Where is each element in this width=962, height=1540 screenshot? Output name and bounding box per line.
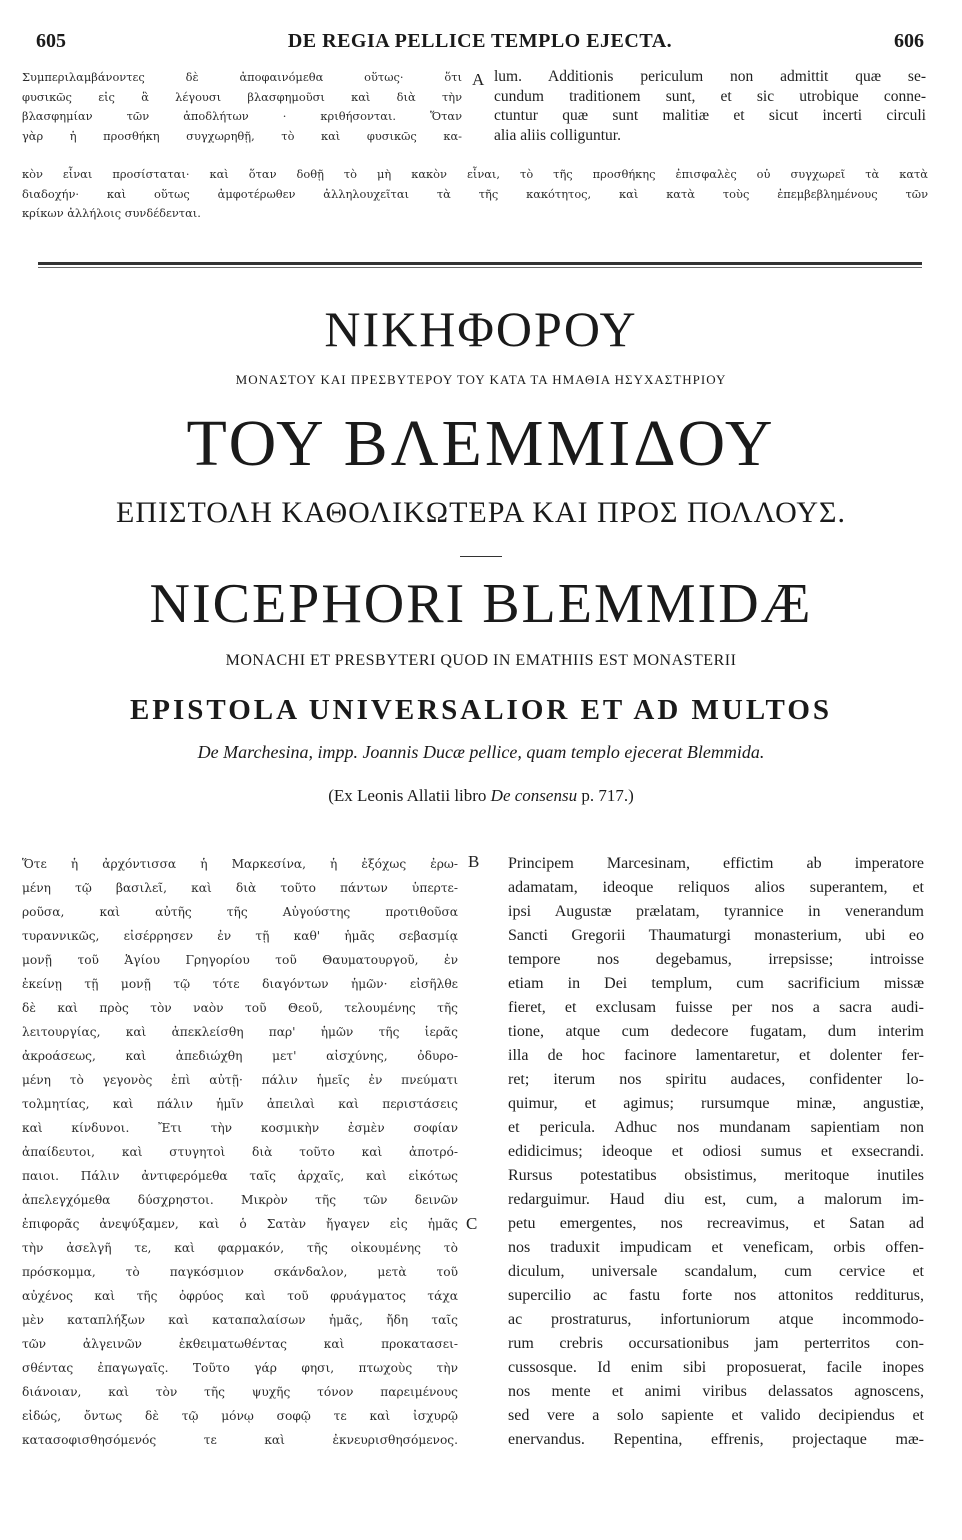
text-line: τῶν ἀλγεινῶν ἐκθειματωθέντας καὶ προκατασει- [22, 1337, 458, 1351]
text-line: enervandus. Repentina, effrenis, projectaque mæ- [508, 1431, 924, 1448]
text-line: κρίκων ἀλλήλοις συνδέδενται. [22, 206, 201, 220]
text-line: διάνοιαν, καὶ τὸν τῆς ψυχῆς τόνον παρειμένους [22, 1385, 458, 1399]
section-divider [38, 262, 922, 268]
text-line: ret; iterum nos spiritu audaces, confidenter lo- [508, 1071, 924, 1088]
text-line: sed vere a solo sapiente et valido decipiendus et [508, 1407, 924, 1424]
running-header [36, 30, 924, 60]
text-line: ἀπαίδευτοι, καὶ στυγητοὶ διὰ τοῦτο καὶ ἀποτρό- [22, 1145, 458, 1159]
source-prefix: (Ex Leonis Allatii libro [328, 786, 491, 805]
text-line: Ὅτε ἡ ἀρχόντισσα ἡ Μαρκεσίνα, ἡ ἐξόχως ἐρω- [22, 857, 458, 871]
text-line: cussosque. Id enim sibi proposuerat, facile inopes [508, 1359, 924, 1376]
text-line: ἀπελεγχόμεθα δύσχρηστοι. Μικρὸν τῆς τῶν δεινῶν [22, 1193, 458, 1207]
text-line: tione, atque cum dedecore fugatam, dum interim [508, 1023, 924, 1040]
title-nikephorou: ΝΙΚΗΦΟΡΟΥ [324, 301, 638, 357]
text-line: supercilio ac fastu forte nos attonitos redditurus, [508, 1287, 924, 1304]
title-rule [460, 556, 502, 557]
top-greek-column [22, 68, 462, 146]
source-note [0, 786, 962, 806]
text-line: quimur, et agimus; rursumque minæ, angustiæ, [508, 1095, 924, 1112]
text-line: ἐκείνῃ τῇ μονῇ τῷ τότε διαγόντων ἡμῶν· εἰσῆλθε [22, 977, 458, 991]
running-title: DE REGIA PELLICE TEMPLO EJECTA. [287, 30, 673, 52]
text-line: petu emergentes, nos recreavimus, et Satan ad [508, 1215, 924, 1232]
text-line: κὸν εἶναι προσίσταται· καὶ ὅταν δοθῇ τὸ μὴ κακὸν εἶναι, τὸ τῆς προσθήκης ἐπισφαλὲς οὐ συγχωρεῖ τὰ κατὰ [22, 167, 928, 181]
text-line: ροῦσα, καὶ αὐτῆς τῆς Αὐγούστης προτιθοῦσα [22, 905, 458, 919]
text-line: βλασφημίαν τῶν ἀποδλήτων · κριθήσονται. Ὅταν [22, 109, 462, 123]
text-line: τυραννικῶς, εἰσέρρησεν ἐν τῇ καθ' ἡμᾶς σεβασμίᾳ [22, 929, 458, 943]
body-greek-column [22, 852, 458, 1452]
text-line: γὰρ ἡ προσθήκη συγχωρηθῇ, τὸ καὶ φυσικῶς κα- [22, 128, 462, 143]
page-number-left: 605 [36, 30, 66, 52]
title-monachi: MONACHI ET PRESBYTERI QUOD IN EMATHIIS EST MONASTERII [225, 652, 737, 669]
text-line: ipsi Augustæ prælatam, tyrannice in venerandum [508, 903, 924, 920]
page-number-right: 606 [894, 30, 924, 52]
text-line: redarguimur. Haud diu est, cum, a malorum im- [508, 1191, 924, 1208]
subtitle: De Marchesina, impp. Joannis Ducæ pellice, quam templo ejecerat Blemmida. [197, 742, 765, 762]
title-epistola-latin: EPISTOLA UNIVERSALIOR ET AD MULTOS [129, 694, 833, 726]
title-monastou: ΜΟΝΑΣΤΟΥ ΚΑΙ ΠΡΕΣΒΥΤΕΡΟΥ ΤΟΥ ΚΑΤΑ ΤΑ ΗΜΑΘΙΑ ΗΣΥΧΑΣΤΗΡΙΟΥ [235, 372, 727, 387]
text-line: Συμπεριλαμβάνοντες δὲ ἀποφαινόμεθα οὕτως· ὅτι [22, 70, 462, 84]
text-line: rum crebris occursationibus jam perterritos con- [508, 1335, 924, 1352]
text-line: κατασοφισθησόμενός τε καὶ ἐκνευρισθησόμενος. [22, 1433, 458, 1447]
title-blemmidou-greek: ΤΟΥ ΒΛΕΜΜΙΔΟΥ [186, 407, 776, 480]
text-line: fieret, et exclusam fuisse per nos a sacra audi- [508, 999, 924, 1016]
text-line: μονῇ τοῦ Ἁγίου Γρηγορίου τοῦ Θαυματουργοῦ, ἐν [22, 953, 458, 967]
text-line: edidicimus; ideoque et odiosi sumus et exsecrandi. [508, 1143, 924, 1160]
column-marker-c: C [466, 1214, 478, 1233]
top-latin-column [494, 67, 926, 145]
text-line: μένη τῷ βασιλεῖ, καὶ διὰ τοῦτο πάντων ὑπερτε- [22, 881, 458, 895]
text-line: παιοι. Πάλιν ἀντιφερόμεθα ταῖς ἀρχαῖς, καὶ εἰκότως [22, 1169, 458, 1183]
text-line: diculum, universale scandalum, cum cervice et [508, 1263, 924, 1280]
text-line: ctuntur quæ sunt malitiæ et sicut incerti circuli [494, 107, 926, 124]
source-suffix: p. 717.) [577, 786, 634, 805]
text-line: tempore nos degebamus, irrepsisse; introisse [508, 951, 924, 968]
text-line: nos traduxit impudicam et veneficam, orbis offen- [508, 1239, 924, 1256]
text-line: alia aliis colliguntur. [494, 126, 621, 144]
title-nicephori-latin: NICEPHORI BLEMMIDÆ [149, 573, 813, 635]
text-line: σθέντας ἐπαγωγαῖς. Τοῦτο γάρ φησι, πτωχοὺς τὴν [22, 1361, 458, 1375]
text-line: lum. Additionis periculum non admittit quæ se- [494, 68, 926, 85]
text-line: μὲν καταπλήξων καὶ καταπαλαίσων ἡμᾶς, ἤδη ταῖς [22, 1313, 458, 1327]
text-line: μένη τὸ γεγονὸς ἐπὶ αὐτῇ· πάλιν ἡμεῖς ἐν πνεύματι [22, 1073, 458, 1087]
column-marker-a: A [472, 70, 485, 89]
text-line: ac prostraturus, infortuniorum atque incommodo- [508, 1311, 924, 1328]
top-full-width-greek [22, 165, 928, 224]
text-line: ἀκροάσεως, καὶ ἀπεδιώχθη μετ' αἰσχύνης, ὀδυρο- [22, 1049, 458, 1063]
text-line: Rursus potestatibus obsistimus, meritoque inutiles [508, 1167, 924, 1184]
text-line: διαδοχήν· καὶ οὕτως ἀμφοτέρωθεν ἀλληλουχεῖται τὰ τῆς κακότητος, καὶ κατὰ τοὺς ἐπεμβεβλημένους τῶν [22, 186, 928, 201]
text-line: τολμητίας, καὶ πάλιν ἡμῖν ἀπειλαὶ καὶ περιστάσεις [22, 1097, 458, 1111]
text-line: adamatam, ideoque reliquos alios superantem, et [508, 879, 924, 896]
text-line: πρόσκομμα, τὸ παγκόσμιον σκάνδαλον, μετὰ τοῦ [22, 1265, 458, 1279]
text-line: δὲ καὶ πρὸς τὸν ναὸν τοῦ Θεοῦ, τελουμένης τῆς [22, 1001, 458, 1015]
body-latin-column [508, 852, 924, 1452]
text-line: φυσικῶς εἰς ἃ λέγουσι βλασφημοῦσι καὶ διὰ τὴν [22, 89, 462, 104]
text-line: cundum traditionem sunt, et sic utrobique conne- [494, 87, 926, 105]
text-line: illa de hoc facinore lamentaretur, et dolenter fer- [508, 1047, 924, 1064]
text-line: εἰδώς, ὄντως δὲ τῷ μόνῳ σοφῷ τε καὶ ἰσχυρῷ [22, 1409, 458, 1423]
text-line: Principem Marcesinam, effictim ab imperatore [508, 855, 924, 872]
text-line: nos mente et animi viribus delassatos agnoscens, [508, 1383, 924, 1400]
source-work: De consensu [490, 786, 578, 805]
title-epistole-greek: ΕΠΙΣΤΟΛΗ ΚΑΘΟΛΙΚΩΤΕΡΑ ΚΑΙ ΠΡΟΣ ΠΟΛΛΟΥΣ. [116, 496, 846, 529]
text-line: etiam in Dei templum, cum sacrificium missæ [508, 975, 924, 992]
text-line: λειτουργίας, καὶ ἀπεκλείσθη παρ' ἡμῶν τῆς ἱερᾶς [22, 1025, 458, 1039]
text-line: et pericula. Adhuc nos mundanam sapientiam non [508, 1119, 924, 1136]
text-line: ἐπιφορᾶς ἀνεψύξαμεν, καὶ ὁ Σατὰν ἤγαγεν εἰς ἡμᾶς [22, 1217, 458, 1231]
text-line: αὐχένος καὶ τῆς ὀφρύος καὶ τοῦ φρυάγματος τάχα [22, 1289, 458, 1303]
text-line: Sancti Gregorii Thaumaturgi monasterium, ubi eo [508, 927, 924, 944]
text-line: καὶ κίνδυνοι. Ἔτι τὴν κοσμικὴν ἐσμὲν σοφίαν [22, 1121, 458, 1135]
column-marker-b: B [468, 852, 480, 871]
text-line: τὴν ἀσελγῆ τε, καὶ φαρμακόν, τῆς οἰκουμένης τὸ [22, 1241, 458, 1255]
